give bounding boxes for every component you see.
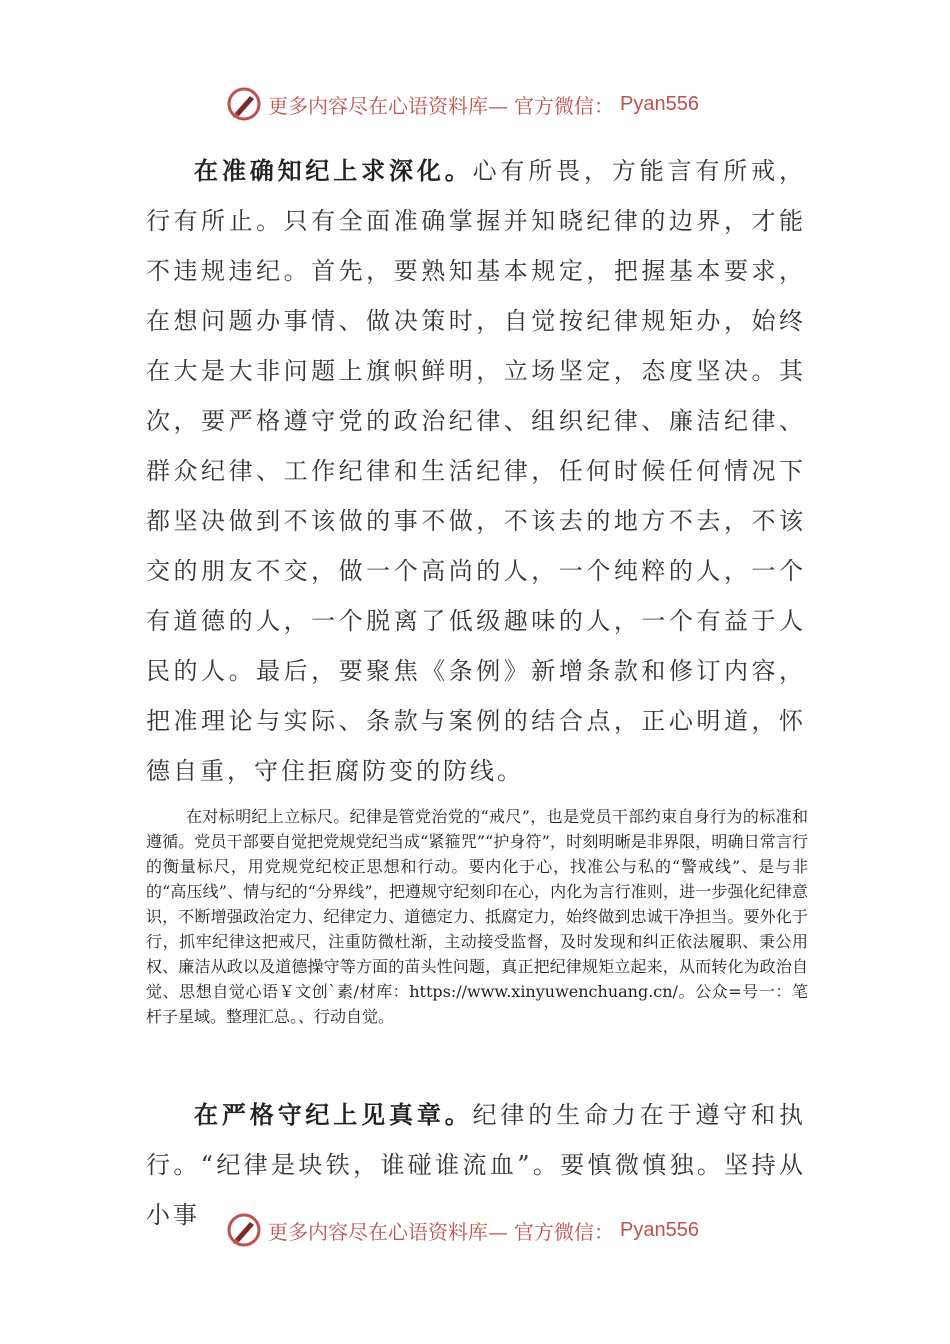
banner-text: 更多内容尽在心语资料库— bbox=[268, 1219, 508, 1244]
wechat-id: Pyan556 bbox=[620, 92, 699, 115]
paragraph-3-lead: 在严格守纪上见真章。 bbox=[194, 1100, 473, 1129]
paragraph-1 bbox=[146, 146, 806, 796]
pen-logo-icon bbox=[226, 1212, 262, 1248]
banner-text: 更多内容尽在心语资料库— bbox=[268, 93, 508, 118]
wechat-id: Pyan556 bbox=[620, 1218, 699, 1241]
header-banner bbox=[226, 84, 699, 124]
paragraph-1-body: 心有所畏，方能言有所戒，行有所止。只有全面准确掌握并知晓纪律的边界，才能不违规违纪。首先，要熟知基本规定，把握基本要求，在想问题办事情、做决策时，自觉按纪律规矩办，始终在大是大非问题上旗帜鲜明，立场坚定，态度坚决。其次，要严格遵守党的政治纪律、组织纪律、廉洁纪律、群众纪律、工作纪律和生活纪律，任何时候任何情况下都坚决做到不该做的事不做，不该去的地方不去，不该交的朋友不交，做一个高尚的人，一个纯粹的人，一个有道德的人，一个脱离了低级趣味的人，一个有益于人民的人。最后，要聚焦《条例》新增条款和修订内容，把准理论与实际、条款与案例的结合点，正心明道，怀德自重，守住拒腐防变的防线。 bbox=[146, 157, 807, 785]
paragraph-3 bbox=[146, 1090, 807, 1229]
wechat-label: 官方微信： bbox=[514, 93, 614, 118]
footer-banner bbox=[226, 1210, 699, 1250]
wechat-label: 官方微信： bbox=[514, 1219, 614, 1244]
paragraph-2: 在对标明纪上立标尺。纪律是管党治党的“戒尺”，也是党员干部约束自身行为的标准和遵循。党员干部要自觉把党规党纪当成“紧箍咒”“护身符”，时刻明晰是非界限，明确日常言行的衡量标尺，用党规党纪校正思想和行动。要内化于心，找准公与私的“警戒线”、是与非的“高压线”、情与纪的“分界线”，把遵规守纪刻印在心，内化为言行准则，进一步强化纪律意识，不断增强政治定力、纪律定力、道德定力、抵腐定力，始终做到忠诚干净担当。要外化于行，抓牢纪律这把戒尺，注重防微杜渐，主动接受监督，及时发现和纠正依法履职、秉公用权、廉洁从政以及道德操守等方面的苗头性问题，真正把纪律规矩立起来，从而转化为政治自觉、思想自觉心语￥文创`素/材库：https://www.xinyuwenchuang.cn/。公众=号一：笔杆子星域。整理汇总。、行动自觉。 bbox=[146, 807, 808, 1026]
paragraph-3-body: 纪律的生命力在于遵守和执行。“纪律是块铁，谁碰谁流血”。要慎微慎独。坚持从小事 bbox=[146, 1101, 807, 1229]
pen-logo-icon bbox=[226, 86, 262, 122]
paragraph-1-lead: 在准确知纪上求深化。 bbox=[194, 156, 473, 185]
